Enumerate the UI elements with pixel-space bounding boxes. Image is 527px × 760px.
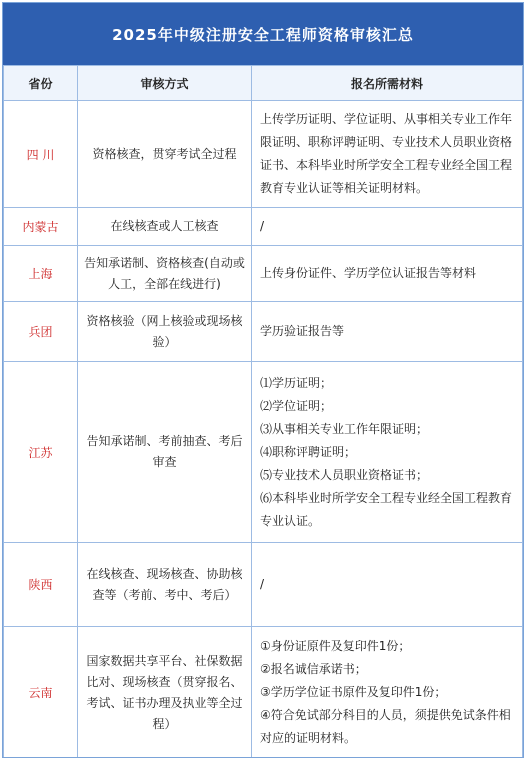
method-cell: 资格核验（网上核验或现场核验）	[78, 302, 252, 362]
material-item: ⑵学位证明；	[260, 398, 333, 413]
materials-cell	[252, 627, 523, 759]
province-cell: 陕西	[4, 543, 78, 627]
material-item: ①身份证原件及复印件1份；	[260, 639, 411, 653]
method-cell: 在线核查或人工核查	[78, 208, 252, 246]
materials-cell	[252, 302, 523, 362]
material-item: /	[260, 577, 265, 591]
material-item: ⑷职称评聘证明；	[260, 444, 357, 459]
materials-cell	[252, 246, 523, 302]
province-cell: 兵团	[4, 302, 78, 362]
table-row	[4, 246, 523, 302]
province-cell: 四 川	[4, 101, 78, 208]
column-header-method: 审核方式	[78, 66, 252, 101]
province-cell: 江苏	[4, 362, 78, 543]
material-item: /	[260, 219, 265, 233]
method-cell: 资格核查，贯穿考试全过程	[78, 101, 252, 208]
summary-frame	[2, 2, 524, 758]
materials-cell	[252, 362, 523, 543]
page-title: 2025年中级注册安全工程师资格审核汇总	[3, 3, 523, 65]
material-item: ③学历学位证书原件及复印件1份；	[260, 685, 447, 699]
method-cell: 在线核查、现场核查、协助核查等（考前、考中、考后）	[78, 543, 252, 627]
material-item: ⑴学历证明；	[260, 375, 333, 390]
table-row	[4, 627, 523, 759]
province-cell: 内蒙古	[4, 208, 78, 246]
material-item: ⑸专业技术人员职业资格证书；	[260, 467, 429, 482]
material-item: ⑶从事相关专业工作年限证明；	[260, 421, 429, 436]
materials-cell	[252, 543, 523, 627]
table-row	[4, 543, 523, 627]
material-item: 上传身份证件、学历学位认证报告等材料	[260, 266, 477, 280]
column-header-province: 省份	[4, 66, 78, 101]
column-header-materials: 报名所需材料	[252, 66, 523, 101]
material-item: 学历验证报告等	[260, 324, 345, 338]
material-item: ②报名诚信承诺书；	[260, 662, 367, 676]
qualification-table	[3, 65, 523, 758]
table-row	[4, 101, 523, 208]
table-row	[4, 362, 523, 543]
table-row	[4, 302, 523, 362]
method-cell: 告知承诺制、考前抽查、考后审查	[78, 362, 252, 543]
province-cell: 上海	[4, 246, 78, 302]
method-cell: 告知承诺制、资格核查(自动或人工，全部在线进行)	[78, 246, 252, 302]
table-row	[4, 208, 523, 246]
province-cell: 云南	[4, 627, 78, 759]
material-item: ⑹本科毕业时所学安全工程专业经全国工程教育专业认证。	[260, 490, 513, 528]
method-cell: 国家数据共享平台、社保数据比对、现场核查（贯穿报名、考试、证书办理及执业等全过程）	[78, 627, 252, 759]
material-item: ④符合免试部分科目的人员，须提供免试条件相对应的证明材料。	[260, 708, 511, 745]
materials-cell	[252, 208, 523, 246]
material-item: 上传学历证明、学位证明、从事相关专业工作年限证明、职称评聘证明、专业技术人员职业资格证书、本科毕业时所学安全工程专业经全国工程教育专业认证等相关证明材料。	[260, 112, 513, 195]
table-header-row	[4, 66, 523, 101]
materials-cell	[252, 101, 523, 208]
